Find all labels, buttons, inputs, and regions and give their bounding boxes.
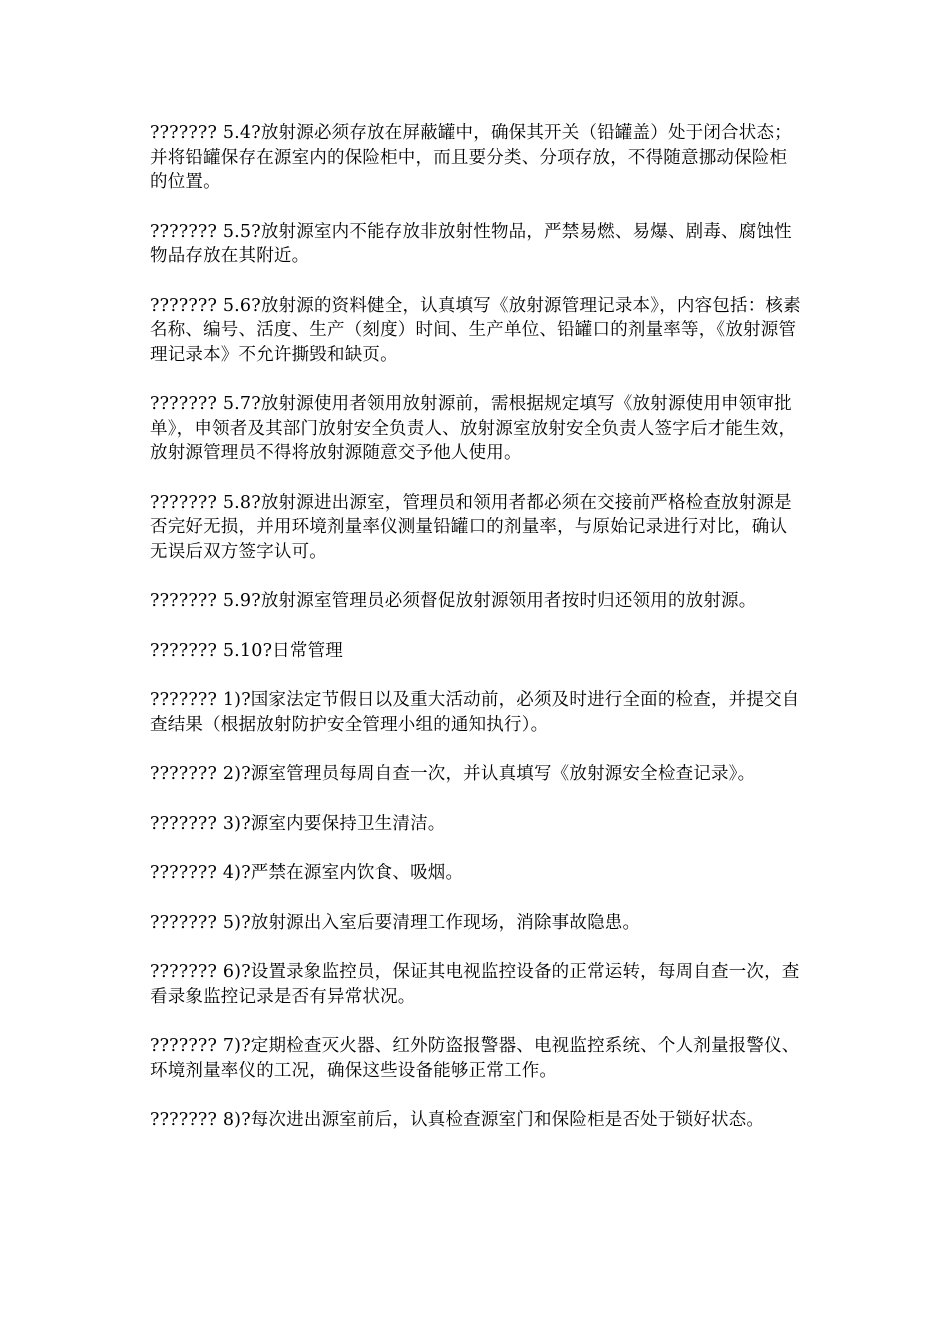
document-body bbox=[150, 121, 802, 1158]
list-item-5: ??????? 5)?放射源出入室后要清理工作现场，消除事故隐患。 bbox=[150, 912, 641, 933]
list-item-4: ??????? 4)?严禁在源室内饮食、吸烟。 bbox=[150, 863, 464, 883]
paragraph-5-10-heading: ??????? 5.10?日常管理 bbox=[150, 640, 343, 661]
paragraph-5-7: ??????? 5.7?放射源使用者领用放射源前，需根据规定填写《放射源使用申领审批单》，申领者及其部门放射安全负责人、放射源室放射安全负责人签字后才能生效，放射源管理员不得将放射源随意交予他人使用。 bbox=[150, 394, 797, 463]
list-item-6: ??????? 6)?设置录象监控员，保证其电视监控设备的正常运转，每周自查一次，查看录象监控记录是否有异常状况。 bbox=[150, 962, 800, 1007]
list-item-8: ??????? 8)?每次进出源室前后，认真检查源室门和保险柜是否处于锁好状态。 bbox=[150, 1110, 765, 1130]
paragraph-5-9: ??????? 5.9?放射源室管理员必须督促放射源领用者按时归还领用的放射源。 bbox=[150, 591, 757, 611]
list-item-1: ??????? 1)?国家法定节假日以及重大活动前，必须及时进行全面的检查，并提交自查结果（根据放射防护安全管理小组的通知执行）。 bbox=[150, 690, 800, 735]
paragraph-5-4: ??????? 5.4?放射源必须存放在屏蔽罐中，确保其开关（铅罐盖）处于闭合状态；并将铅罐保存在源室内的保险柜中，而且要分类、分项存放，不得随意挪动保险柜的位置。 bbox=[150, 123, 792, 192]
paragraph-5-8: ??????? 5.8?放射源进出源室，管理员和领用者都必须在交接前严格检查放射源是否完好无损，并用环境剂量率仪测量铅罐口的剂量率，与原始记录进行对比，确认无误后双方签字认可。 bbox=[150, 492, 792, 562]
paragraph-5-5: ??????? 5.5?放射源室内不能存放非放射性物品，严禁易燃、易爆、剧毒、腐蚀性物品存放在其附近。 bbox=[150, 221, 792, 266]
list-item-7: ??????? 7)?定期检查灭火器、红外防盗报警器、电视监控系统、个人剂量报警仪、环境剂量率仪的工况，确保这些设备能够正常工作。 bbox=[150, 1036, 800, 1081]
paragraph-5-6: ??????? 5.6?放射源的资料健全，认真填写《放射源管理记录本》，内容包括：核素名称、编号、活度、生产（刻度）时间、生产单位、铅罐口的剂量率等，《放射源管理记录本》不允许撕毁和缺页。 bbox=[150, 295, 801, 365]
list-item-3: ??????? 3)?源室内要保持卫生清洁。 bbox=[150, 813, 446, 834]
list-item-2: ??????? 2)?源室管理员每周自查一次，并认真填写《放射源安全检查记录》。 bbox=[150, 764, 756, 784]
